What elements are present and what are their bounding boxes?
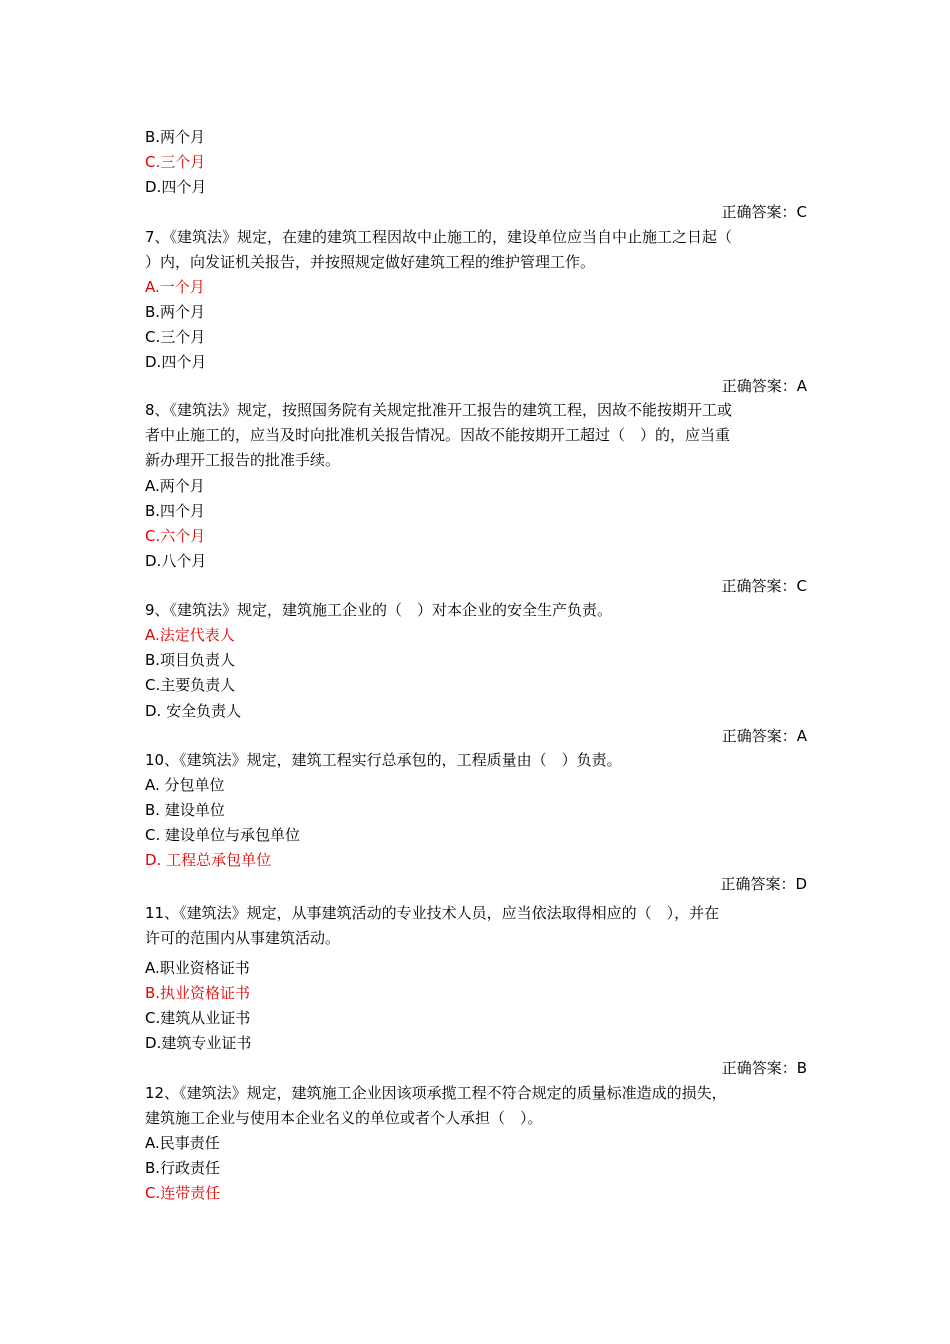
correct-answer-line: 正确答案：C: [721, 203, 807, 221]
option-line: A.民事责任: [145, 1134, 220, 1152]
option-line: A.职业资格证书: [145, 959, 250, 977]
question-text-line: 建筑施工企业与使用本企业名义的单位或者个人承担（ ）。: [145, 1109, 543, 1127]
option-line-correct: D. 工程总承包单位: [145, 851, 272, 869]
option-line: D.四个月: [145, 353, 207, 371]
option-line: D.建筑专业证书: [145, 1034, 252, 1052]
question-text-line: 7、《建筑法》规定，在建的建筑工程因故中止施工的，建设单位应当自中止施工之日起（: [145, 228, 733, 246]
option-line: C. 建设单位与承包单位: [145, 826, 301, 844]
question-text-line: 许可的范围内从事建筑活动。: [145, 929, 341, 947]
option-line: B.行政责任: [145, 1159, 221, 1177]
option-line: D.八个月: [145, 552, 207, 570]
option-line-correct: B.执业资格证书: [145, 984, 251, 1002]
option-line: B. 建设单位: [145, 801, 225, 819]
correct-answer-line: 正确答案：C: [721, 577, 807, 595]
option-line: C.主要负责人: [145, 676, 236, 694]
question-text-line: 11、《建筑法》规定，从事建筑活动的专业技术人员，应当依法取得相应的（ ），并在: [145, 904, 720, 922]
option-line: C.三个月: [145, 328, 206, 346]
option-line: B.两个月: [145, 128, 206, 146]
correct-answer-line: 正确答案：B: [721, 1059, 807, 1077]
option-line: A.两个月: [145, 477, 205, 495]
option-line: A. 分包单位: [145, 776, 225, 794]
question-text-line: 8、《建筑法》规定，按照国务院有关规定批准开工报告的建筑工程，因故不能按期开工或: [145, 401, 733, 419]
question-text-line: 10、《建筑法》规定，建筑工程实行总承包的，工程质量由（ ）负责。: [145, 751, 622, 769]
option-line-correct: C.三个月: [145, 153, 206, 171]
option-line: B.项目负责人: [145, 651, 236, 669]
option-line: B.四个月: [145, 502, 206, 520]
question-text-line: 新办理开工报告的批准手续。: [145, 451, 341, 469]
option-line: B.两个月: [145, 303, 206, 321]
option-line: D. 安全负责人: [145, 702, 242, 720]
option-line-correct: A.一个月: [145, 278, 205, 296]
option-line-correct: A.法定代表人: [145, 626, 235, 644]
correct-answer-line: 正确答案：A: [721, 377, 807, 395]
correct-answer-line: 正确答案：A: [721, 727, 807, 745]
option-line: C.建筑从业证书: [145, 1009, 251, 1027]
question-text-line: 12、《建筑法》规定，建筑施工企业因该项承揽工程不符合规定的质量标准造成的损失，: [145, 1084, 727, 1102]
question-text-line: ）内，向发证机关报告，并按照规定做好建筑工程的维护管理工作。: [145, 253, 596, 271]
correct-answer-line: 正确答案：D: [720, 875, 807, 893]
question-text-line: 9、《建筑法》规定，建筑施工企业的（ ）对本企业的安全生产负责。: [145, 601, 613, 619]
option-line-correct: C.六个月: [145, 527, 206, 545]
question-text-line: 者中止施工的，应当及时向批准机关报告情况。因故不能按期开工超过（ ）的，应当重: [145, 426, 731, 444]
option-line: D.四个月: [145, 178, 207, 196]
option-line-correct: C.连带责任: [145, 1184, 221, 1202]
